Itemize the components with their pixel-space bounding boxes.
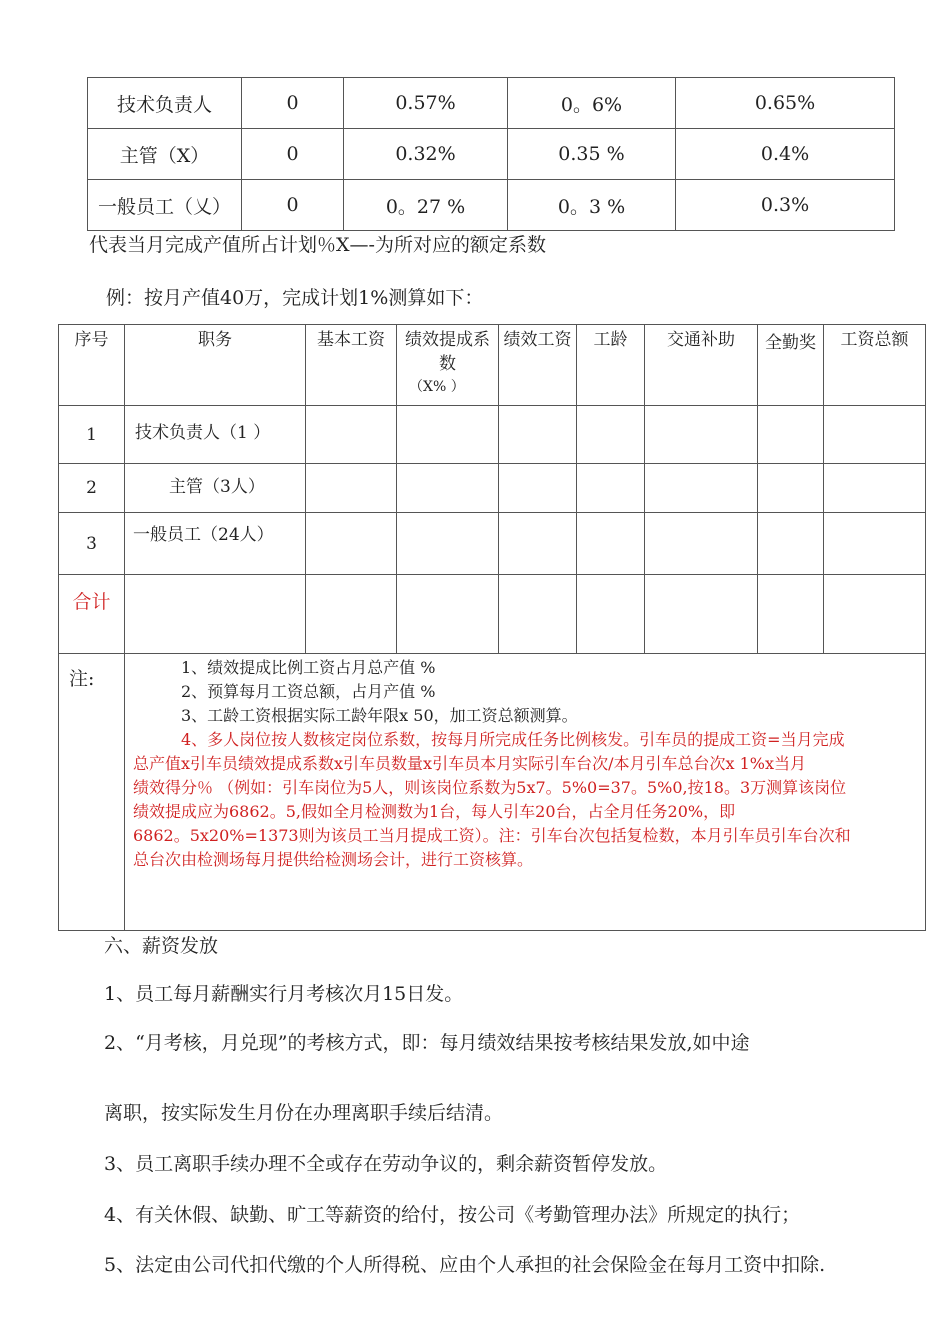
table-cell: 0。3 % — [508, 180, 676, 231]
note-item: 6862。5x20%=1373则为该员工当月提成工资）。注：引车台次包括复检数，本月引车员引车台次和 — [133, 826, 851, 845]
table-cell: 一般员工（乂） — [88, 180, 242, 231]
notes-row — [59, 654, 926, 931]
coefficient-note: 代表当月完成产值所占计划％X—-为所对应的额定系数 — [89, 234, 546, 256]
header-base: 基本工资 — [306, 325, 397, 406]
table-row — [59, 406, 926, 464]
notes-list — [125, 654, 925, 872]
table-cell: 0 — [242, 78, 344, 129]
note-item: 2、预算每月工资总额，占月产值 % — [181, 682, 436, 701]
table-row — [59, 513, 926, 575]
note-item: 绩效得分％ （例如：引车岗位为5人，则该岗位系数为5x7。5%0=37。5%0,按18。3万测算该岗位 — [133, 778, 847, 797]
note-item: 绩效提成应为6862。5,假如全月检测数为1台，每人引车20台，占全月任务20%，即 — [133, 802, 736, 821]
header-job: 职务 — [125, 325, 306, 406]
notes-label: 注: — [59, 654, 125, 931]
table-cell: 0 — [242, 180, 344, 231]
table-row — [88, 180, 895, 231]
table-cell: 0。6% — [508, 78, 676, 129]
row-job: 主管（3人） — [125, 464, 306, 513]
header-perf: 绩效工资 — [499, 325, 577, 406]
example-line: 例：按月产值40万，完成计划1%测算如下： — [106, 287, 484, 309]
table-cell: 0.35 % — [508, 129, 676, 180]
salary-table — [58, 324, 926, 931]
table-cell: 0.32% — [344, 129, 508, 180]
table-header-row — [59, 325, 926, 406]
section-item: 5、法定由公司代扣代缴的个人所得税、应由个人承担的社会保险金在每月工资中扣除. — [104, 1254, 826, 1276]
header-attendance: 全勤奖 — [758, 325, 824, 406]
section-item: 4、有关休假、缺勤、旷工等薪资的给付，按公司《考勤管理办法》所规定的执行； — [104, 1204, 801, 1226]
section-item: 离职，按实际发生月份在办理离职手续后结清。 — [104, 1102, 504, 1124]
table-cell: 0.4% — [676, 129, 895, 180]
table-cell: 主管（X） — [88, 129, 242, 180]
header-transport: 交通补助 — [645, 325, 758, 406]
section-item: 2、“月考核，月兑现”的考核方式，即：每月绩效结果按考核结果发放,如中途 — [104, 1032, 750, 1054]
notes-cell — [125, 654, 926, 931]
header-seq: 序号 — [59, 325, 125, 406]
note-item: 1、绩效提成比例工资占月总产值 % — [181, 658, 436, 677]
header-seniority: 工龄 — [577, 325, 645, 406]
row-seq: 1 — [59, 406, 125, 464]
row-job: 技术负责人（1 ） — [125, 406, 306, 464]
table-row — [88, 78, 895, 129]
total-row — [59, 575, 926, 654]
table-cell: 0.65% — [676, 78, 895, 129]
note-item: 总台次由检测场每月提供给检测场会计，进行工资核算。 — [133, 850, 534, 869]
table-cell: 技术负责人 — [88, 78, 242, 129]
table-cell: 0.3% — [676, 180, 895, 231]
note-item: 3、工龄工资根据实际工龄年限x 50，加工资总额测算。 — [181, 706, 578, 725]
coefficient-table — [87, 77, 895, 231]
table-row — [88, 129, 895, 180]
section-title: 六、薪资发放 — [104, 935, 219, 957]
table-cell: 0。27 % — [344, 180, 508, 231]
row-seq: 3 — [59, 513, 125, 575]
note-item: 总产值x引车员绩效提成系数x引车员数量x引车员本月实际引车台次/本月引车总台次x 1%x当月 — [133, 754, 806, 773]
note-item: 4、多人岗位按人数核定岗位系数，按每月所完成任务比例核发。引车员的提成工资=当月完成 — [181, 730, 845, 749]
row-seq: 2 — [59, 464, 125, 513]
table-cell: 0 — [242, 129, 344, 180]
header-total: 工资总额 — [824, 325, 926, 406]
total-label: 合计 — [59, 575, 125, 654]
table-row — [59, 464, 926, 513]
section-item: 1、员工每月薪酬实行月考核次月15日发。 — [104, 983, 464, 1005]
section-item: 3、员工离职手续办理不全或存在劳动争议的，剩余薪资暂停发放。 — [104, 1153, 668, 1175]
row-job: 一般员工（24人） — [125, 513, 306, 575]
table-cell: 0.57% — [344, 78, 508, 129]
header-coef: 绩效提成系数 （X% ） — [397, 325, 499, 406]
